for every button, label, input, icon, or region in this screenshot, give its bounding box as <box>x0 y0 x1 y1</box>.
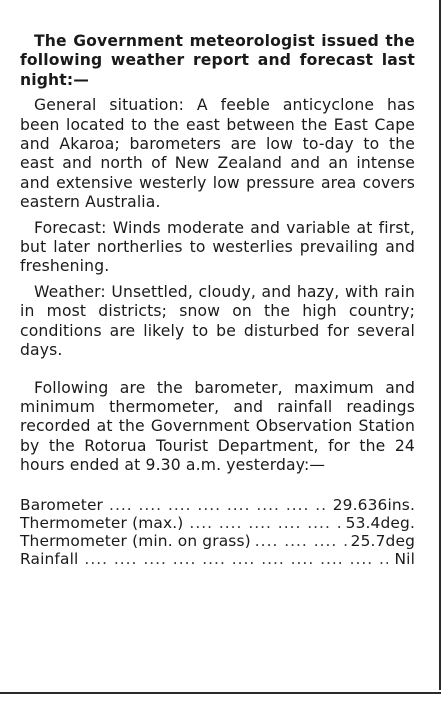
reading-row-rainfall <box>20 550 415 568</box>
weather-paragraph: Weather: Unsettled, cloudy, and hazy, with rain in most districts; snow on the high country; conditions are likely to be disturbed for several days. <box>20 282 415 360</box>
general-situation-paragraph: General situation: A feeble anticyclone has been located to the east between the East Cape and Akaroa; barometers are low to-day to the east and north of New Zealand and an intense and extensive westerly low pressure area covers eastern Australia. <box>20 96 415 212</box>
forecast-paragraph: Forecast: Winds moderate and variable at first, but later northerlies to westerlies prevailing and freshening. <box>20 218 415 276</box>
report-intro: The Government meteorologist issued the following weather report and forecast last night:— <box>20 32 415 89</box>
reading-label: Thermometer (max.) <box>20 513 184 532</box>
readings-intro-paragraph: Following are the barometer, maximum and minimum thermometer, and rainfall readings recorded at the Government Observation Station by the Rotorua Tourist Department, for the 24 hours ended at 9.30 a.m. yesterday:— <box>20 378 415 475</box>
weather-report-column <box>20 32 415 568</box>
dot-leader <box>189 514 339 532</box>
reading-value: 25.7deg <box>350 531 415 550</box>
reading-row-thermometer-max <box>20 514 415 532</box>
reading-row-barometer <box>20 496 415 514</box>
reading-row-thermometer-min <box>20 532 415 550</box>
reading-label: Thermometer (min. on grass) <box>20 531 251 550</box>
column-bottom-rule <box>0 692 441 694</box>
readings-list <box>20 496 415 569</box>
dot-leader <box>109 496 327 514</box>
reading-value: 29.636ins. <box>332 495 415 514</box>
reading-label: Barometer <box>20 495 104 514</box>
column-right-rule <box>439 0 441 690</box>
dot-leader <box>84 550 388 568</box>
reading-label: Rainfall <box>20 550 79 569</box>
dot-leader <box>255 532 347 550</box>
reading-value: Nil <box>394 550 415 569</box>
reading-value: 53.4deg. <box>345 513 415 532</box>
